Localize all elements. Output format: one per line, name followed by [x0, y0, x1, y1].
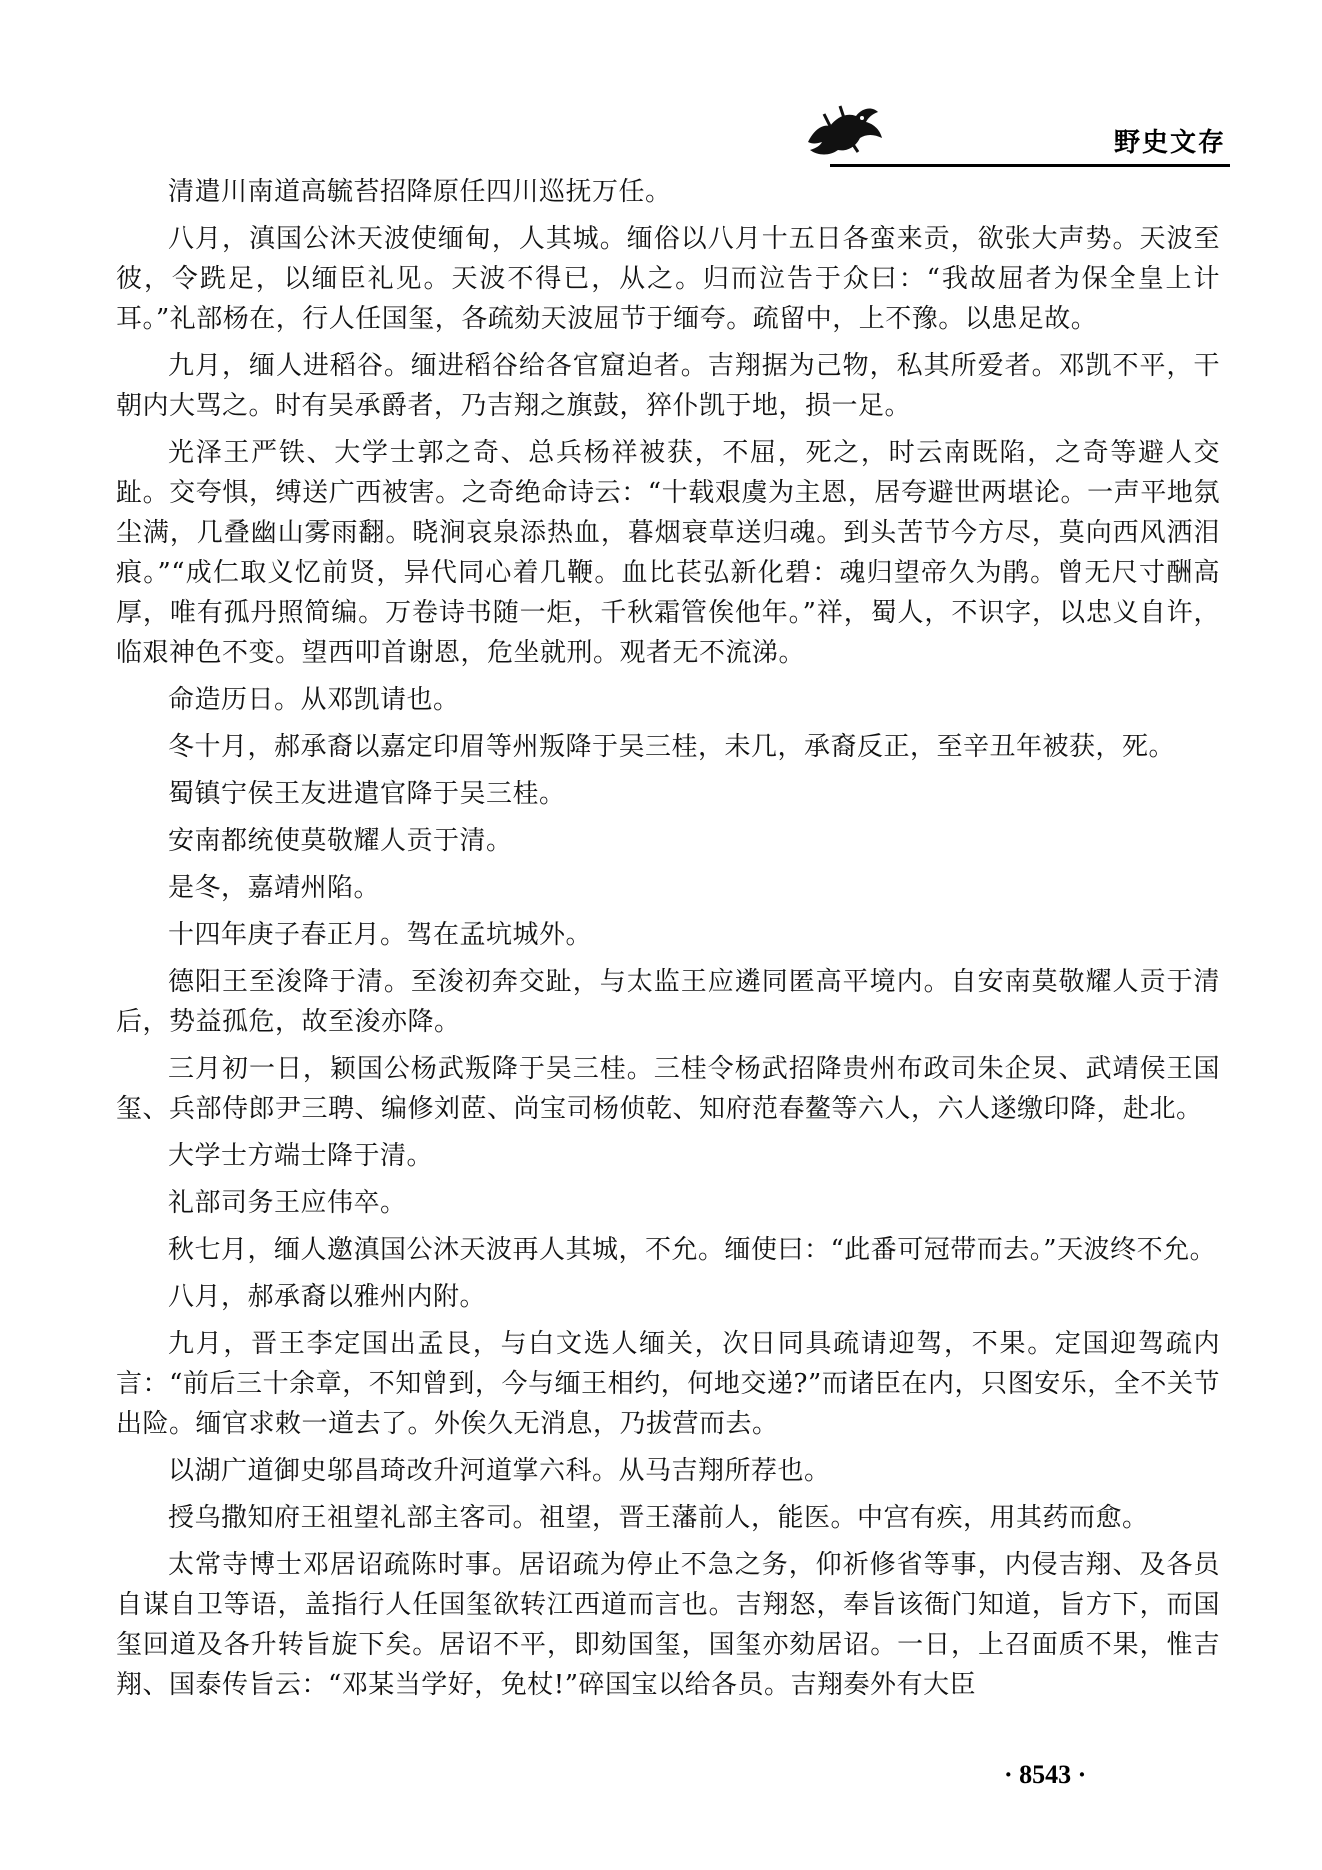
- paragraph: 礼部司务王应伟卒。: [168, 1188, 407, 1218]
- paragraph: 授乌撒知府王祖望礼部主客司。祖望，晋王藩前人，能医。中宫有疾，用其药而愈。: [168, 1503, 1149, 1533]
- paragraph: 安南都统使莫敬耀人贡于清。: [168, 826, 513, 856]
- paragraph: 光泽王严铁、大学士郭之奇、总兵杨祥被获，不屈，死之，时云南既陷，之奇等避人交趾。交夸惧，缚送广西被害。之奇绝命诗云：“十载艰虞为主恩，居夸避世两堪论。一声平地氛尘满，几叠幽山雾雨翻。晓涧哀泉添热血，暮烟衰草送归魂。到头苦节今方尽，莫向西风洒泪痕。”“成仁取义忆前贤，异代同心着几鞭。血比苌弘新化碧：魂归望帝久为鹃。曾无尺寸酬高厚，唯有孤丹照简编。万卷诗书随一炬，千秋霜管俟他年。”祥，蜀人，不识字，以忠义自许，临艰神色不变。望西叩首谢恩，危坐就刑。观者无不流涕。: [116, 438, 1220, 668]
- paragraph: 以湖广道御史邬昌琦改升河道掌六科。从马吉翔所荐也。: [168, 1456, 831, 1486]
- series-title: 野史文存: [1113, 128, 1226, 158]
- paragraph: 三月初一日，颖国公杨武叛降于吴三桂。三桂令杨武招降贵州布政司朱企炅、武靖侯王国玺、兵部侍郎尹三聘、编修刘茝、尚宝司杨侦乾、知府范春鳌等六人，六人遂缴印降，赴北。: [116, 1054, 1220, 1124]
- dragon-icon: [800, 100, 890, 160]
- header-rule: [830, 164, 1230, 167]
- paragraph: 九月，缅人进稻谷。缅进稻谷给各官窟迫者。吉翔据为己物，私其所爱者。邓凯不平，干朝内大骂之。时有吴承爵者，乃吉翔之旗鼓，猝仆凯于地，损一足。: [116, 351, 1220, 421]
- running-header: [790, 96, 1230, 172]
- paragraph: 清遣川南道高毓苔招降原任四川巡抚万任。: [168, 177, 672, 207]
- page-number: · 8543 ·: [1004, 1760, 1087, 1789]
- paragraph: 命造历日。从邓凯请也。: [168, 685, 460, 715]
- paragraph: 太常寺博士邓居诏疏陈时事。居诏疏为停止不急之务，仰祈修省等事，内侵吉翔、及各员自谋自卫等语，盖指行人任国玺欲转江西道而言也。吉翔怒，奉旨该衙门知道，旨方下，而国玺回道及各升转旨旋下矣。居诏不平，即劾国玺，国玺亦劾居诏。一日，上召面质不果，惟吉翔、国泰传旨云：“邓某当学好，免杖!”碎国宝以给各员。吉翔奏外有大臣: [116, 1550, 1220, 1700]
- paragraph: 八月，郝承裔以雅州内附。: [168, 1282, 487, 1312]
- paragraph: 德阳王至浚降于清。至浚初奔交趾，与太监王应遴同匿高平境内。自安南莫敬耀人贡于清后，势益孤危，故至浚亦降。: [116, 967, 1220, 1037]
- paragraph: 冬十月，郝承裔以嘉定印眉等州叛降于吴三桂，未几，承裔反正，至辛丑年被获，死。: [168, 732, 1176, 762]
- body-text: [116, 172, 1220, 1712]
- paragraph: 大学士方端士降于清。: [168, 1141, 434, 1171]
- paragraph: 九月，晋王李定国出孟艮，与白文选人缅关，次日同具疏请迎驾，不果。定国迎驾疏内言：“前后三十余章，不知曾到，今与缅王相约，何地交递?”而诸臣在内，只图安乐，全不关节出险。缅官求敕一道去了。外俟久无消息，乃拔营而去。: [116, 1329, 1220, 1439]
- paragraph: 八月，滇国公沐天波使缅甸，人其城。缅俗以八月十五日各蛮来贡，欲张大声势。天波至彼，令跣足，以缅臣礼见。天波不得已，从之。归而泣告于众曰：“我故屈者为保全皇上计耳。”礼部杨在，行人任国玺，各疏劾天波屈节于缅夸。疏留中，上不豫。以患足故。: [116, 224, 1220, 334]
- paragraph: 秋七月，缅人邀滇国公沐天波再人其城，不允。缅使曰：“此番可冠带而去。”天波终不允。: [168, 1235, 1217, 1265]
- paragraph: 是冬，嘉靖州陷。: [168, 873, 381, 903]
- paragraph: 十四年庚子春正月。驾在孟坑城外。: [168, 920, 593, 950]
- paragraph: 蜀镇宁侯王友进遣官降于吴三桂。: [168, 779, 566, 809]
